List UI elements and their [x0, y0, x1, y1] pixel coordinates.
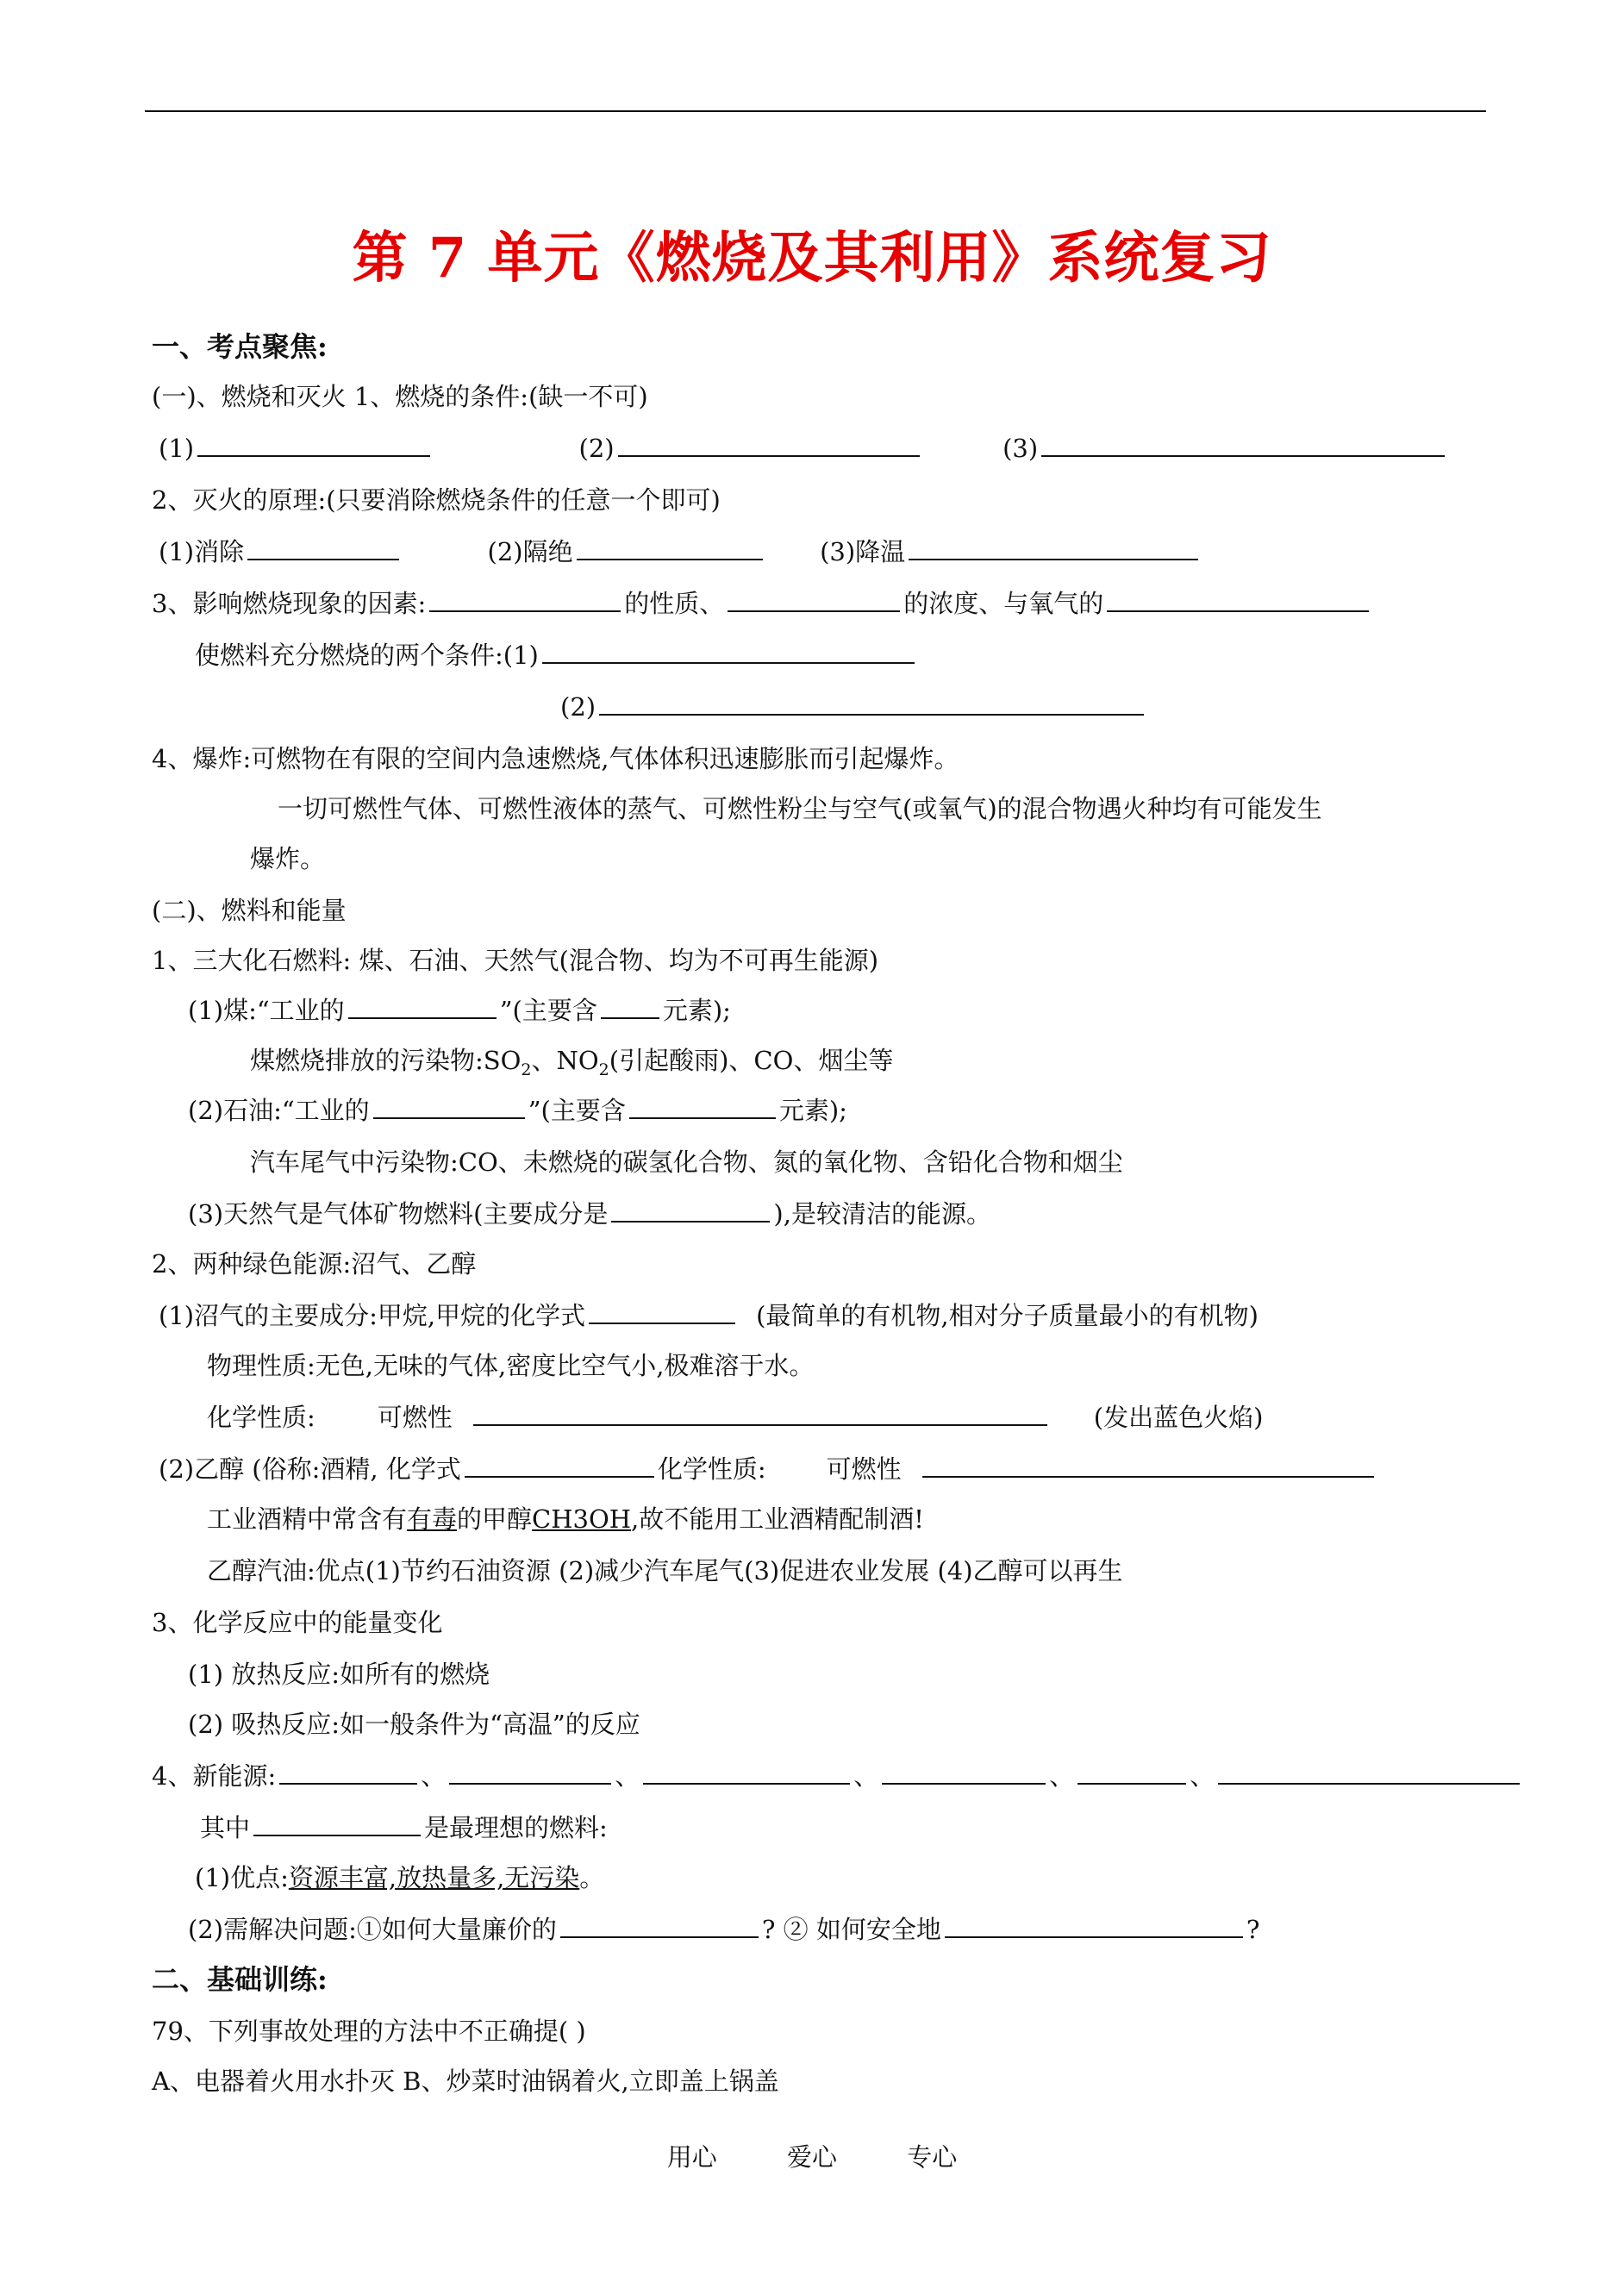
question-79-options: A、电器着火用水扑灭 B、炒菜时油锅着火,立即盖上锅盖: [152, 2067, 779, 2096]
exothermic: (1) 放热反应:如所有的燃烧: [188, 1660, 490, 1689]
full-combustion-1: 使燃料充分燃烧的两个条件:(1): [195, 638, 918, 672]
biogas-row: (1)沼气的主要成分:甲烷,甲烷的化学式 (最简单的有机物,相对分子质量最小的有机物): [159, 1298, 1259, 1333]
ethanol-gasoline: 乙醇汽油:优点(1)节约石油资源 (2)减少汽车尾气(3)促进农业发展 (4)乙醇可以再生: [207, 1556, 1123, 1585]
industrial-alcohol: 工业酒精中常含有有毒的甲醇CH3OH,故不能用工业酒精配制酒!: [207, 1504, 924, 1534]
ideal-fuel: 其中 是最理想的燃料:: [200, 1810, 608, 1845]
header-rule: [145, 110, 1486, 112]
biogas-chemical: 化学性质: 可燃性 (发出蓝色火焰): [207, 1400, 1263, 1435]
explosion-note: 一切可燃性气体、可燃性液体的蒸气、可燃性粉尘与空气(或氧气)的混合物遇火种均有可能发生: [278, 794, 1322, 823]
question-79: 79、下列事故处理的方法中不正确提( ): [152, 2017, 586, 2046]
energy-change: 3、化学反应中的能量变化: [152, 1608, 443, 1637]
section-heading-2: 二、基础训练:: [152, 1963, 328, 1996]
footer-text: 专心: [907, 2142, 958, 2172]
explosion-note-end: 爆炸。: [250, 844, 326, 873]
ethanol-row: (2)乙醇 (俗称:酒精, 化学式 化学性质: 可燃性: [159, 1452, 1377, 1486]
new-energy-row: 4、新能源: 、 、 、 、 、: [152, 1759, 1523, 1793]
hydrogen-problems: (2)需解决问题:①如何大量廉价的 ? ② 如何安全地 ?: [188, 1912, 1259, 1947]
fuel-heading: (二)、燃料和能量: [152, 896, 347, 925]
green-energy: 2、两种绿色能源:沼气、乙醇: [152, 1249, 477, 1279]
full-combustion-2: (2): [560, 690, 1147, 724]
section-heading-1: 一、考点聚焦:: [152, 330, 328, 363]
page-footer: [0, 2138, 1624, 2173]
oil-row: (2)石油:“工业的 ”(主要含 元素);: [188, 1093, 847, 1128]
footer-text: 用心: [666, 2142, 717, 2172]
footer-text: 爱心: [786, 2142, 837, 2172]
biogas-physical: 物理性质:无色,无味的气体,密度比空气小,极难溶于水。: [207, 1351, 815, 1380]
conditions-row: (1) (2) (3): [159, 431, 1448, 466]
endothermic: (2) 吸热反应:如一般条件为“高温”的反应: [188, 1710, 640, 1739]
coal-pollutants: 煤燃烧排放的污染物$:SO_2$、$NO_2$(引起酸雨)、CO、烟尘等: [250, 1046, 894, 1079]
combustion-heading: (一)、燃烧和灭火 1、燃烧的条件:(缺一不可): [152, 382, 648, 411]
coal-row: (1)煤:“工业的 ”(主要含 元素);: [188, 993, 731, 1028]
extinguish-methods: (1)消除 (2)隔绝 (3)降温: [159, 535, 1202, 569]
explosion-def: 4、爆炸:可燃物在有限的空间内急速燃烧,气体体积迅速膨胀而引起爆炸。: [152, 744, 959, 773]
extinguish-principle: 2、灭火的原理:(只要消除燃烧条件的任意一个即可): [152, 485, 721, 515]
hydrogen-advantages: (1)优点:资源丰富,放热量多,无污染。: [195, 1863, 605, 1892]
fossil-fuels: 1、三大化石燃料: 煤、石油、天然气(混合物、均为不可再生能源): [152, 946, 879, 975]
influence-factors: 3、影响燃烧现象的因素: 的性质、 的浓度、与氧气的: [152, 586, 1372, 621]
page-title: 第 7 单元《燃烧及其利用》系统复习: [352, 226, 1272, 291]
natural-gas-row: (3)天然气是气体矿物燃料(主要成分是 ),是较清洁的能源。: [188, 1197, 991, 1231]
oil-pollutants: 汽车尾气中污染物:CO、未燃烧的碳氢化合物、氮的氧化物、含铅化合物和烟尘: [250, 1148, 1123, 1177]
